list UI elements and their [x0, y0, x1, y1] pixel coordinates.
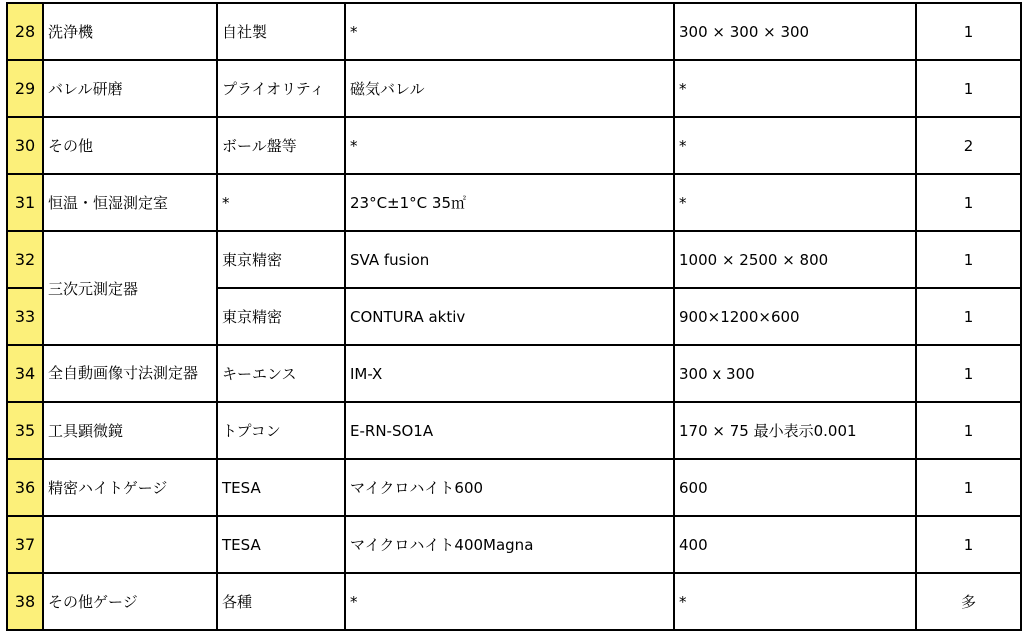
- maker: ボール盤等: [217, 117, 345, 174]
- table-row: [7, 459, 1021, 516]
- model: マイクロハイト600: [345, 459, 674, 516]
- spec: *: [674, 573, 916, 630]
- maker: トプコン: [217, 402, 345, 459]
- model: SVA fusion: [345, 231, 674, 288]
- quantity: 1: [916, 174, 1021, 231]
- equipment-name: [43, 516, 217, 573]
- equipment-name: バレル研磨: [43, 60, 217, 117]
- spec: 170 × 75 最小表示0.001: [674, 402, 916, 459]
- maker: プライオリティ: [217, 60, 345, 117]
- maker: TESA: [217, 459, 345, 516]
- equipment-name: 精密ハイトゲージ: [43, 459, 217, 516]
- equipment-name: その他: [43, 117, 217, 174]
- spec: 900×1200×600: [674, 288, 916, 345]
- model: *: [345, 3, 674, 60]
- quantity: 1: [916, 459, 1021, 516]
- quantity: 2: [916, 117, 1021, 174]
- spec: 600: [674, 459, 916, 516]
- spec: *: [674, 174, 916, 231]
- table-row: [7, 345, 1021, 402]
- model: 磁気バレル: [345, 60, 674, 117]
- row-number: 36: [7, 459, 43, 516]
- spec: *: [674, 117, 916, 174]
- model: 23°C±1°C 35㎡: [345, 174, 674, 231]
- equipment-name: その他ゲージ: [43, 573, 217, 630]
- spec: 1000 × 2500 × 800: [674, 231, 916, 288]
- table-row: [7, 573, 1021, 630]
- equipment-name: 工具顕微鏡: [43, 402, 217, 459]
- quantity: 1: [916, 516, 1021, 573]
- quantity: 1: [916, 3, 1021, 60]
- model: IM-X: [345, 345, 674, 402]
- model: マイクロハイト400Magna: [345, 516, 674, 573]
- spec: *: [674, 60, 916, 117]
- quantity: 1: [916, 288, 1021, 345]
- model: CONTURA aktiv: [345, 288, 674, 345]
- equipment-table: [6, 2, 1022, 631]
- table-row: [7, 174, 1021, 231]
- row-number: 33: [7, 288, 43, 345]
- quantity: 1: [916, 402, 1021, 459]
- quantity: 1: [916, 60, 1021, 117]
- model: *: [345, 573, 674, 630]
- row-number: 37: [7, 516, 43, 573]
- maker: TESA: [217, 516, 345, 573]
- spec: 400: [674, 516, 916, 573]
- equipment-name: 洗浄機: [43, 3, 217, 60]
- quantity: 1: [916, 231, 1021, 288]
- table-row: [7, 231, 1021, 288]
- model: *: [345, 117, 674, 174]
- table-row: [7, 402, 1021, 459]
- maker: *: [217, 174, 345, 231]
- maker: 自社製: [217, 3, 345, 60]
- spec: 300 × 300 × 300: [674, 3, 916, 60]
- maker: 東京精密: [217, 231, 345, 288]
- equipment-name: 恒温・恒湿測定室: [43, 174, 217, 231]
- table-row: [7, 3, 1021, 60]
- row-number: 29: [7, 60, 43, 117]
- row-number: 31: [7, 174, 43, 231]
- maker: 東京精密: [217, 288, 345, 345]
- table-row: [7, 60, 1021, 117]
- table-row: [7, 516, 1021, 573]
- spec: 300 x 300: [674, 345, 916, 402]
- row-number: 38: [7, 573, 43, 630]
- maker: 各種: [217, 573, 345, 630]
- model: E-RN-SO1A: [345, 402, 674, 459]
- equipment-name: 三次元測定器: [43, 231, 217, 345]
- maker: キーエンス: [217, 345, 345, 402]
- quantity: 1: [916, 345, 1021, 402]
- row-number: 32: [7, 231, 43, 288]
- table-row: [7, 117, 1021, 174]
- row-number: 28: [7, 3, 43, 60]
- row-number: 34: [7, 345, 43, 402]
- row-number: 35: [7, 402, 43, 459]
- quantity: 多: [916, 573, 1021, 630]
- row-number: 30: [7, 117, 43, 174]
- equipment-name: 全自動画像寸法測定器: [43, 345, 217, 402]
